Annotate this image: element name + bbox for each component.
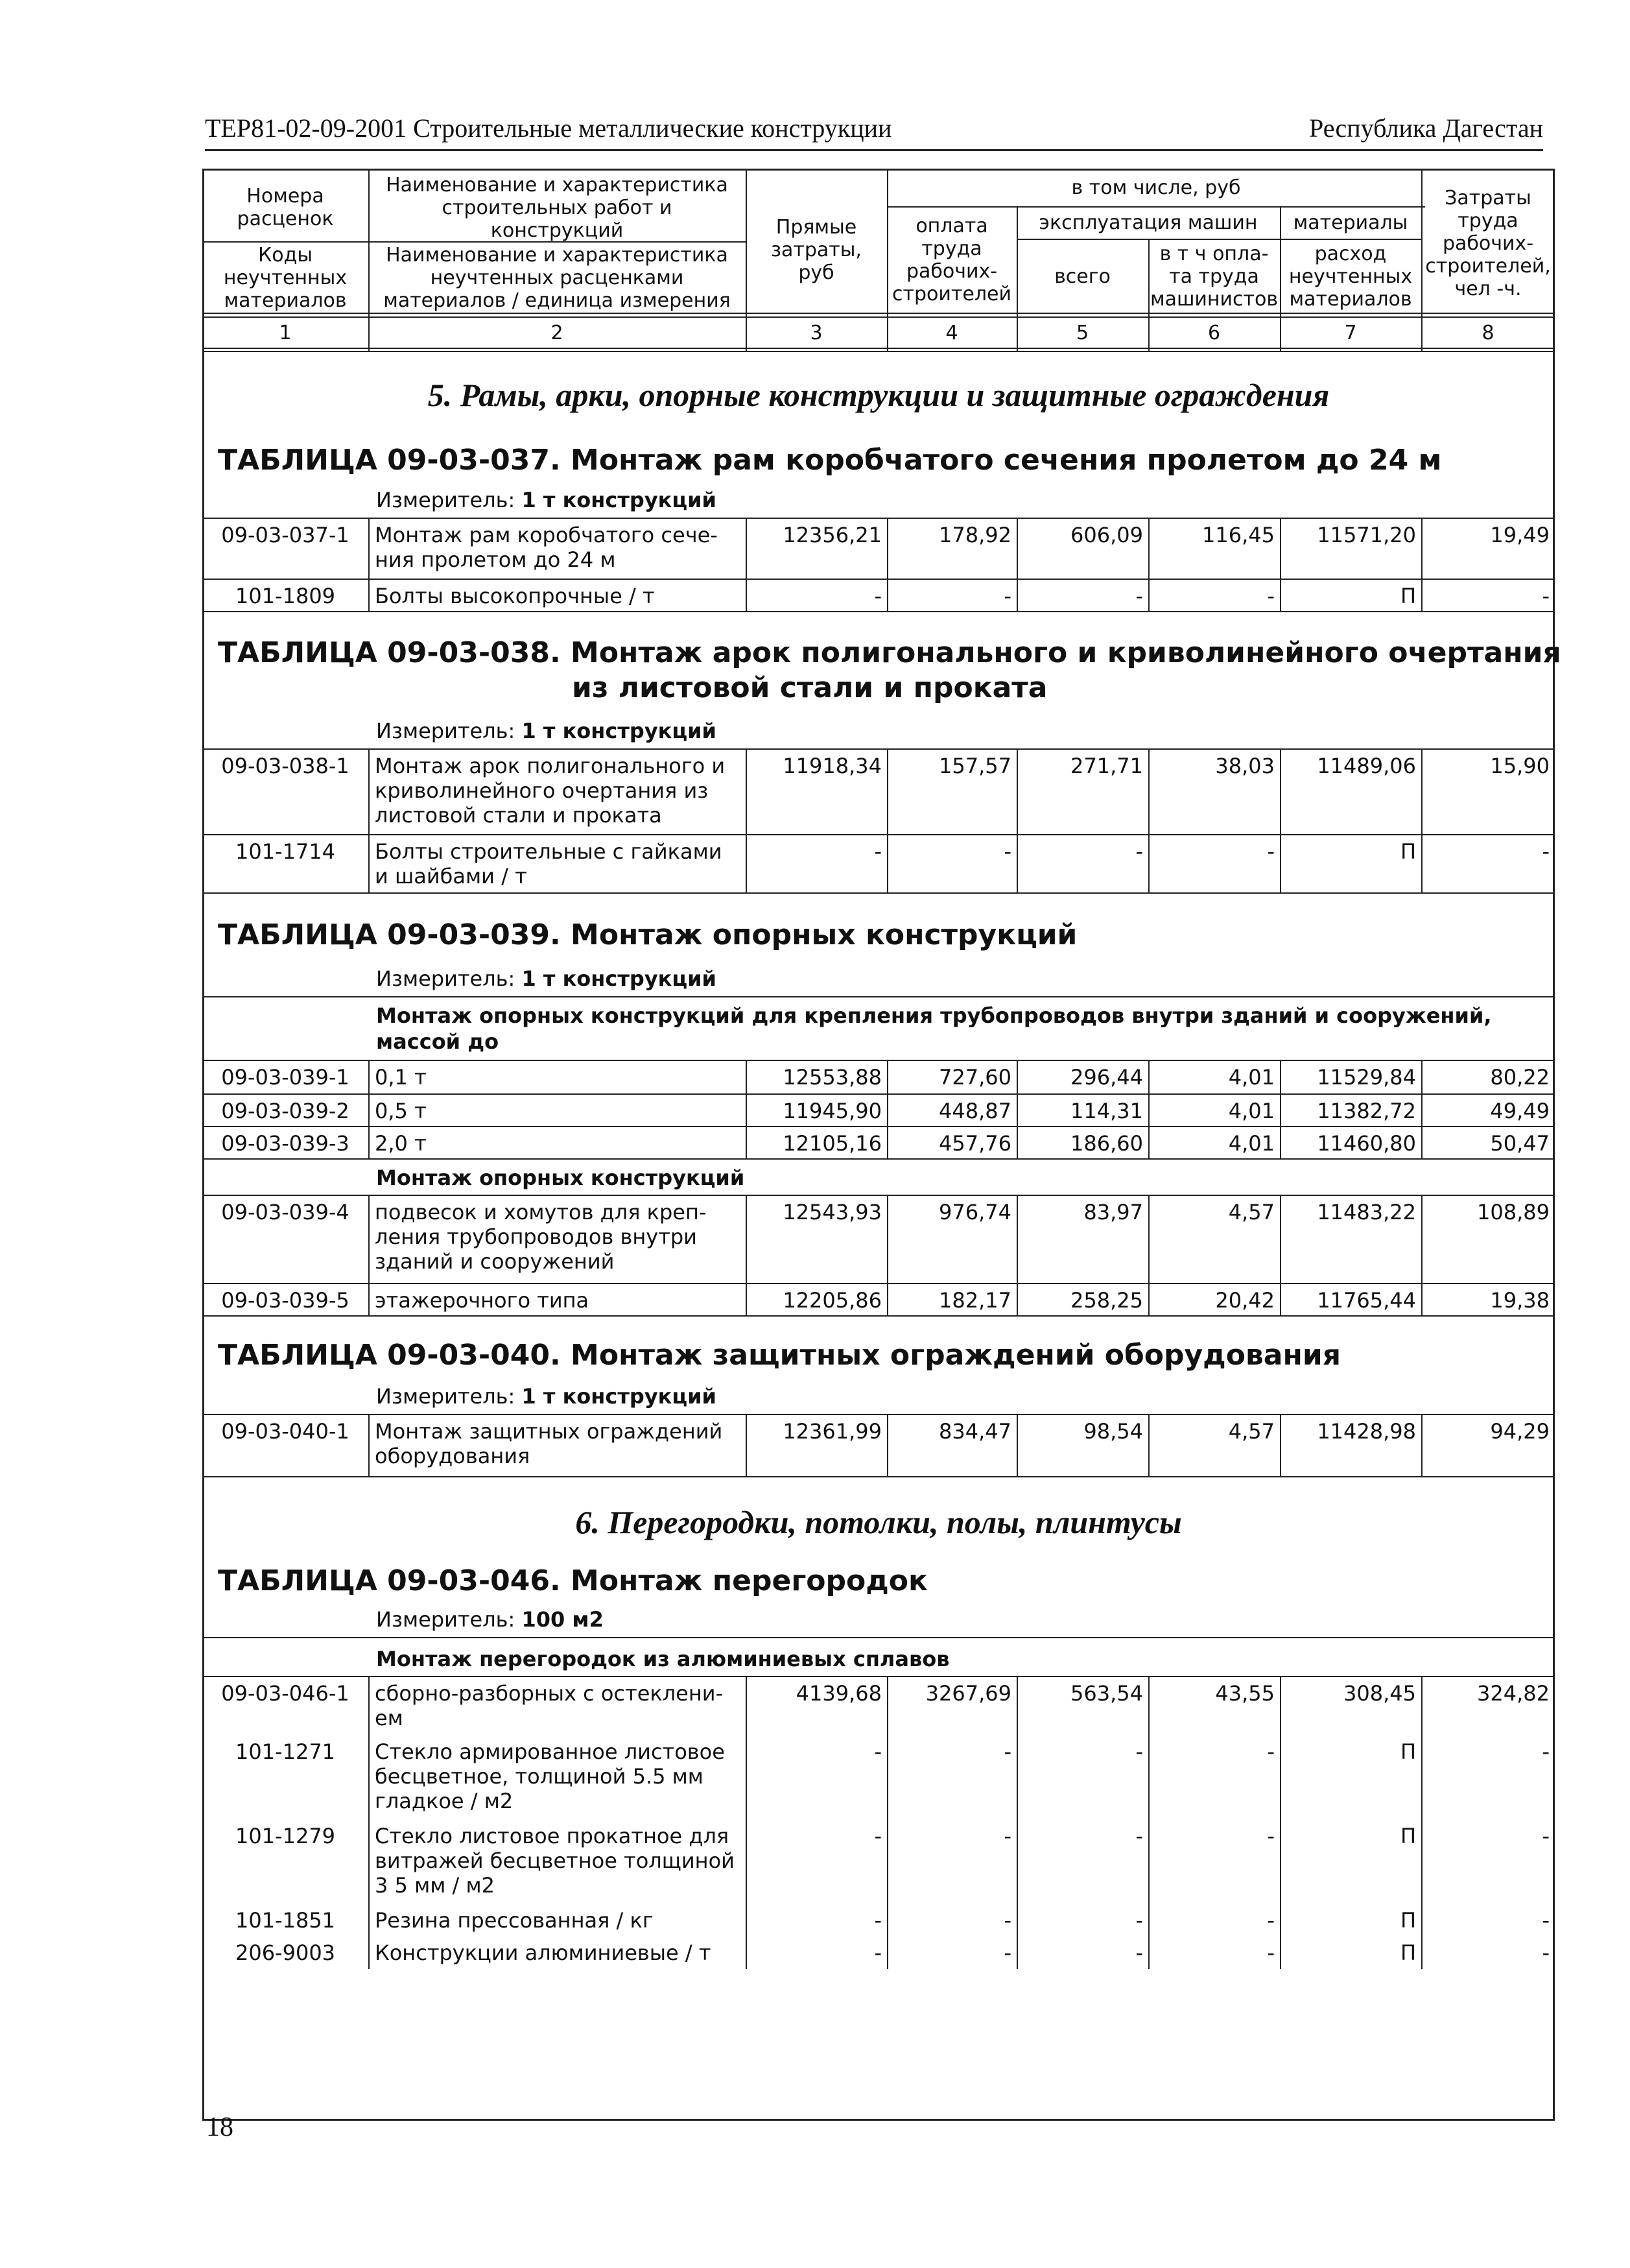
machines-total: 114,31 bbox=[1017, 1095, 1148, 1127]
labor-costs: - bbox=[1421, 1736, 1555, 1820]
direct-costs: - bbox=[746, 1937, 887, 1969]
labor-costs: 15,90 bbox=[1421, 750, 1555, 834]
direct-costs: 12205,86 bbox=[746, 1284, 887, 1317]
table-title: ТАБЛИЦА 09-03-037. Монтаж рам коробчатого сечения пролетом до 24 м bbox=[218, 444, 1442, 477]
column-number: 5 bbox=[1076, 321, 1089, 344]
worker-pay: 976,74 bbox=[887, 1196, 1017, 1283]
direct-costs: 11918,34 bbox=[746, 750, 887, 834]
direct-costs: 11945,90 bbox=[746, 1095, 887, 1127]
header-materials: материалы bbox=[1293, 211, 1408, 234]
table-row bbox=[202, 1677, 1555, 1736]
worker-pay: - bbox=[887, 1736, 1017, 1820]
worker-pay: 3267,69 bbox=[887, 1677, 1017, 1736]
measure-unit: Измеритель: 1 т конструкций bbox=[376, 1384, 716, 1409]
table-row bbox=[202, 1061, 1555, 1093]
direct-costs: 12553,88 bbox=[746, 1061, 887, 1093]
labor-costs: 94,29 bbox=[1421, 1415, 1555, 1476]
materials: 11765,44 bbox=[1280, 1284, 1421, 1317]
table-row bbox=[202, 834, 1555, 894]
worker-pay: - bbox=[887, 580, 1017, 612]
table-row bbox=[202, 1736, 1555, 1820]
materials: 11489,06 bbox=[1280, 750, 1421, 834]
worker-pay: 448,87 bbox=[887, 1095, 1017, 1127]
group-heading: Монтаж опорных конструкций bbox=[376, 1165, 745, 1190]
rate-code: 09-03-039-2 bbox=[221, 1099, 349, 1123]
labor-costs: 108,89 bbox=[1421, 1196, 1555, 1283]
material-name: Болты строительные с гайками и шайбами / т bbox=[368, 835, 746, 894]
operator-pay: - bbox=[1148, 835, 1280, 894]
header-work-name: Наименование и характеристика строительных работ и конструкций bbox=[386, 173, 728, 242]
machines-total: 563,54 bbox=[1017, 1677, 1148, 1736]
materials: 308,45 bbox=[1280, 1677, 1421, 1736]
header-material-codes: Коды неучтенных материалов bbox=[223, 243, 348, 312]
table-row bbox=[202, 1196, 1555, 1283]
machines-total: 606,09 bbox=[1017, 519, 1148, 579]
table-row bbox=[202, 1415, 1555, 1476]
worker-pay: 727,60 bbox=[887, 1061, 1017, 1093]
materials: П bbox=[1280, 835, 1421, 894]
worker-pay: 157,57 bbox=[887, 750, 1017, 834]
measure-unit: Измеритель: 1 т конструкций bbox=[376, 488, 716, 512]
direct-costs: - bbox=[746, 1820, 887, 1904]
labor-costs: 19,38 bbox=[1421, 1284, 1555, 1317]
table-row bbox=[202, 519, 1555, 579]
table-title: ТАБЛИЦА 09-03-038. Монтаж арок полигонального и криволинейного очертания из листовой стали и проката bbox=[218, 636, 1561, 704]
materials: 11460,80 bbox=[1280, 1127, 1421, 1160]
materials: 11571,20 bbox=[1280, 519, 1421, 579]
direct-costs: - bbox=[746, 580, 887, 612]
table-title: ТАБЛИЦА 09-03-046. Монтаж перегородок bbox=[218, 1564, 928, 1597]
column-number: 6 bbox=[1207, 321, 1221, 344]
table-row bbox=[202, 1937, 1555, 1969]
worker-pay: 834,47 bbox=[887, 1415, 1017, 1476]
operator-pay: 116,45 bbox=[1148, 519, 1280, 579]
materials: П bbox=[1280, 1736, 1421, 1820]
materials: П bbox=[1280, 1904, 1421, 1937]
worker-pay: - bbox=[887, 1937, 1017, 1969]
material-name: Стекло листовое прокатное для витражей бесцветное толщиной 3 5 мм / м2 bbox=[368, 1820, 746, 1904]
table-row bbox=[202, 1093, 1555, 1127]
materials: П bbox=[1280, 1820, 1421, 1904]
labor-costs: 80,22 bbox=[1421, 1061, 1555, 1093]
work-name: сборно-разборных с остеклени-ем bbox=[368, 1677, 746, 1736]
materials: П bbox=[1280, 1937, 1421, 1969]
labor-costs: - bbox=[1421, 835, 1555, 894]
header-including: в том числе, руб bbox=[1071, 176, 1241, 199]
labor-costs: - bbox=[1421, 1904, 1555, 1937]
table-title: ТАБЛИЦА 09-03-040. Монтаж защитных ограждений оборудования bbox=[218, 1339, 1341, 1372]
material-name: Резина прессованная / кг bbox=[368, 1904, 746, 1937]
machines-total: 98,54 bbox=[1017, 1415, 1148, 1476]
machines-total: 271,71 bbox=[1017, 750, 1148, 834]
worker-pay: 457,76 bbox=[887, 1127, 1017, 1160]
header-rate-numbers: Номера расценок bbox=[237, 185, 334, 230]
work-name: 0,1 т bbox=[368, 1061, 746, 1093]
rate-code: 09-03-038-1 bbox=[221, 754, 349, 778]
direct-costs: 12361,99 bbox=[746, 1415, 887, 1476]
machines-total: 186,60 bbox=[1017, 1127, 1148, 1160]
table-row bbox=[202, 750, 1555, 834]
materials: 11529,84 bbox=[1280, 1061, 1421, 1093]
region-label: Республика Дагестан bbox=[1309, 113, 1543, 143]
table-row bbox=[202, 1820, 1555, 1904]
table-row bbox=[202, 1904, 1555, 1937]
machines-total: 296,44 bbox=[1017, 1061, 1148, 1093]
rate-code: 09-03-037-1 bbox=[221, 523, 349, 547]
labor-costs: - bbox=[1421, 580, 1555, 612]
operator-pay: 4,01 bbox=[1148, 1061, 1280, 1093]
running-header bbox=[205, 110, 1543, 151]
direct-costs: - bbox=[746, 1736, 887, 1820]
material-code: 101-1279 bbox=[235, 1824, 336, 1848]
direct-costs: 12543,93 bbox=[746, 1196, 887, 1283]
header-operator-pay: в т ч опла-та труда машинистов bbox=[1150, 242, 1279, 311]
material-name: Конструкции алюминиевые / т bbox=[368, 1937, 746, 1969]
work-name: Монтаж рам коробчатого сече-ния пролетом до 24 м bbox=[368, 519, 746, 579]
rate-code: 09-03-039-4 bbox=[221, 1200, 349, 1224]
header-direct-costs: Прямые затраты, руб bbox=[771, 215, 862, 284]
operator-pay: - bbox=[1148, 1904, 1280, 1937]
column-number: 1 bbox=[279, 321, 292, 344]
operator-pay: - bbox=[1148, 1820, 1280, 1904]
table-row bbox=[202, 579, 1555, 612]
labor-costs: 49,49 bbox=[1421, 1095, 1555, 1127]
section-heading: 5. Рамы, арки, опорные конструкции и защитные ограждения bbox=[427, 377, 1330, 413]
direct-costs: 4139,68 bbox=[746, 1677, 887, 1736]
machines-total: - bbox=[1017, 580, 1148, 612]
worker-pay: - bbox=[887, 1904, 1017, 1937]
table-row bbox=[202, 1283, 1555, 1317]
labor-costs: 324,82 bbox=[1421, 1677, 1555, 1736]
measure-unit: Измеритель: 1 т конструкций bbox=[376, 966, 716, 991]
materials: 11428,98 bbox=[1280, 1415, 1421, 1476]
rate-code: 09-03-040-1 bbox=[221, 1419, 349, 1444]
section-heading: 6. Перегородки, потолки, полы, плинтусы bbox=[575, 1504, 1182, 1540]
material-code: 101-1714 bbox=[235, 839, 336, 864]
column-number: 4 bbox=[945, 321, 958, 344]
rate-code: 09-03-046-1 bbox=[221, 1681, 349, 1706]
document-title: ТЕР81-02-09-2001 Строительные металлические конструкции bbox=[205, 113, 892, 143]
group-heading: Монтаж перегородок из алюминиевых сплавов bbox=[376, 1647, 950, 1671]
header-worker-pay: оплата труда рабочих-строителей bbox=[892, 215, 1011, 305]
header-machines-total: всего bbox=[1054, 265, 1111, 288]
work-name: Монтаж арок полигонального и криволинейного очертания из листовой стали и проката bbox=[368, 750, 746, 834]
labor-costs: - bbox=[1421, 1937, 1555, 1969]
operator-pay: 20,42 bbox=[1148, 1284, 1280, 1317]
operator-pay: 43,55 bbox=[1148, 1677, 1280, 1736]
operator-pay: - bbox=[1148, 580, 1280, 612]
machines-total: - bbox=[1017, 1904, 1148, 1937]
machines-total: - bbox=[1017, 1937, 1148, 1969]
material-name: Стекло армированное листовое бесцветное, толщиной 5.5 мм гладкое / м2 bbox=[368, 1736, 746, 1820]
header-machines: эксплуатация машин bbox=[1039, 211, 1258, 234]
material-code: 101-1809 bbox=[235, 584, 336, 608]
measure-unit: Измеритель: 100 м2 bbox=[376, 1607, 604, 1632]
machines-total: - bbox=[1017, 1736, 1148, 1820]
operator-pay: - bbox=[1148, 1736, 1280, 1820]
work-name: подвесок и хомутов для креп-ления трубопроводов внутри зданий и сооружений bbox=[368, 1196, 746, 1283]
material-code: 101-1851 bbox=[235, 1908, 336, 1933]
worker-pay: - bbox=[887, 835, 1017, 894]
machines-total: 83,97 bbox=[1017, 1196, 1148, 1283]
materials: 11483,22 bbox=[1280, 1196, 1421, 1283]
operator-pay: 4,01 bbox=[1148, 1127, 1280, 1160]
column-number: 2 bbox=[550, 321, 563, 344]
worker-pay: 182,17 bbox=[887, 1284, 1017, 1317]
operator-pay: 38,03 bbox=[1148, 750, 1280, 834]
page-number: 18 bbox=[206, 2112, 233, 2142]
measure-unit: Измеритель: 1 т конструкций bbox=[376, 719, 716, 743]
machines-total: - bbox=[1017, 835, 1148, 894]
material-code: 101-1271 bbox=[235, 1739, 336, 1764]
worker-pay: - bbox=[887, 1820, 1017, 1904]
labor-costs: 19,49 bbox=[1421, 519, 1555, 579]
work-name: Монтаж защитных ограждений оборудования bbox=[368, 1415, 746, 1476]
direct-costs: 12356,21 bbox=[746, 519, 887, 579]
direct-costs: - bbox=[746, 835, 887, 894]
column-number: 7 bbox=[1344, 321, 1357, 344]
labor-costs: 50,47 bbox=[1421, 1127, 1555, 1160]
materials: П bbox=[1280, 580, 1421, 612]
material-name: Болты высокопрочные / т bbox=[368, 580, 746, 612]
material-code: 206-9003 bbox=[235, 1940, 336, 1965]
header-material-name: Наименование и характеристика неучтенных расценками материалов / единица измерения bbox=[383, 243, 731, 312]
column-number: 3 bbox=[810, 321, 823, 344]
rate-code: 09-03-039-1 bbox=[221, 1065, 349, 1090]
operator-pay: 4,57 bbox=[1148, 1196, 1280, 1283]
rate-code: 09-03-039-5 bbox=[221, 1288, 349, 1313]
table-row bbox=[202, 1126, 1555, 1160]
column-header bbox=[202, 169, 1555, 352]
materials: 11382,72 bbox=[1280, 1095, 1421, 1127]
header-labor-costs: Затраты труда рабочих-строителей, чел -ч. bbox=[1425, 186, 1551, 300]
direct-costs: - bbox=[746, 1904, 887, 1937]
operator-pay: - bbox=[1148, 1937, 1280, 1969]
worker-pay: 178,92 bbox=[887, 519, 1017, 579]
machines-total: - bbox=[1017, 1820, 1148, 1904]
operator-pay: 4,57 bbox=[1148, 1415, 1280, 1476]
machines-total: 258,25 bbox=[1017, 1284, 1148, 1317]
work-name: 0,5 т bbox=[368, 1095, 746, 1127]
column-number: 8 bbox=[1482, 321, 1494, 344]
header-material-consumption: расход неучтенных материалов bbox=[1288, 242, 1413, 311]
work-name: 2,0 т bbox=[368, 1127, 746, 1160]
operator-pay: 4,01 bbox=[1148, 1095, 1280, 1127]
table-title: ТАБЛИЦА 09-03-039. Монтаж опорных конструкций bbox=[218, 918, 1078, 951]
labor-costs: - bbox=[1421, 1820, 1555, 1904]
direct-costs: 12105,16 bbox=[746, 1127, 887, 1160]
group-heading: Монтаж опорных конструкций для крепления трубопроводов внутри зданий и сооружений, массой до bbox=[376, 1003, 1492, 1054]
work-name: этажерочного типа bbox=[368, 1284, 746, 1317]
rate-code: 09-03-039-3 bbox=[221, 1131, 349, 1156]
